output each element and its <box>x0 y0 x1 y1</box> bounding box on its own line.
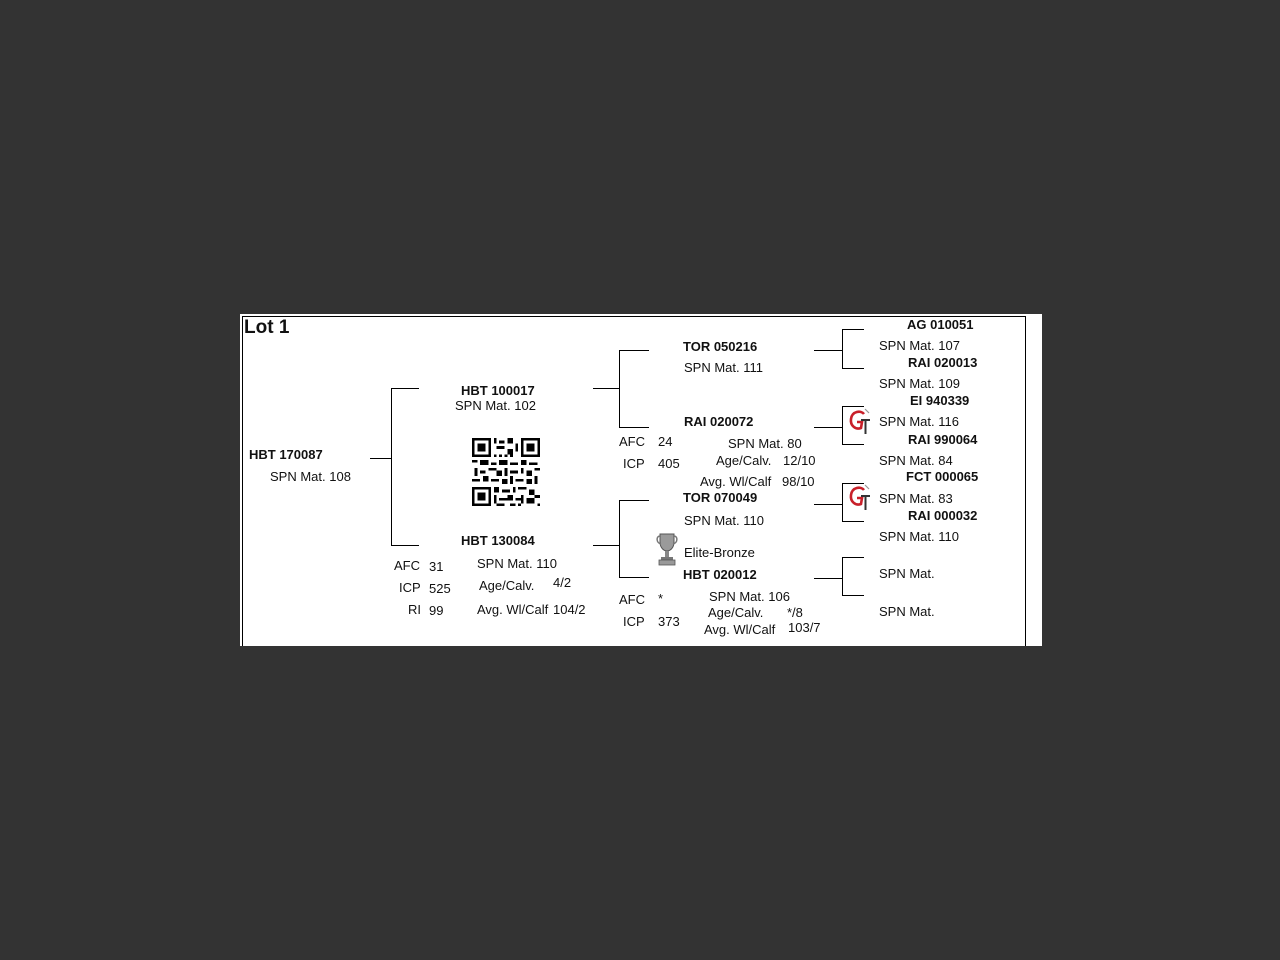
bracket-line <box>842 483 843 522</box>
sire-id: HBT 100017 <box>461 383 535 398</box>
gt-logo <box>847 407 871 435</box>
dam-dam-wl-label: Avg. Wl/Calf <box>704 622 776 637</box>
trophy-icon <box>656 532 678 566</box>
dam-dam-icp-value: 373 <box>658 614 680 629</box>
bracket-line <box>619 500 649 501</box>
bracket-line <box>619 350 620 428</box>
dam-ri-label: RI <box>408 602 421 617</box>
sire-dam-wl-value: 98/10 <box>782 474 815 489</box>
sire-spn: SPN Mat. 102 <box>455 398 536 413</box>
gen3-spn: SPN Mat. 107 <box>879 338 960 353</box>
bracket-line <box>842 406 843 445</box>
dam-dam-id: HBT 020012 <box>683 567 757 582</box>
gen3-spn: SPN Mat. 84 <box>879 453 953 468</box>
bracket-line <box>619 427 649 428</box>
sire-sire-id: TOR 050216 <box>683 339 758 354</box>
dam-wl-value: 104/2 <box>553 602 586 617</box>
qr-code <box>472 438 540 506</box>
bracket-line <box>814 427 843 428</box>
dam-sire-spn: SPN Mat. 110 <box>684 513 764 528</box>
bracket-line <box>842 444 864 445</box>
bracket-line <box>391 388 419 389</box>
gen3-spn: SPN Mat. 116 <box>879 414 959 429</box>
bracket-line <box>842 521 864 522</box>
sire-dam-age-label: Age/Calv. <box>716 453 772 468</box>
bracket-line <box>842 329 843 368</box>
dam-ri-value: 99 <box>429 603 444 618</box>
gen3-id: AG 010051 <box>907 317 974 332</box>
sire-dam-afc-label: AFC <box>619 434 645 449</box>
dam-dam-afc-value: * <box>658 591 664 606</box>
subject-id: HBT 170087 <box>249 447 323 462</box>
dam-id: HBT 130084 <box>461 533 535 548</box>
bracket-line <box>842 557 864 558</box>
dam-dam-age-label: Age/Calv. <box>708 605 764 620</box>
gen3-id: RAI 000032 <box>908 508 978 523</box>
gen3-spn: SPN Mat. 110 <box>879 529 959 544</box>
sire-dam-icp-label: ICP <box>623 456 645 471</box>
bracket-line <box>842 368 864 369</box>
lot-title: Lot 1 <box>244 317 290 338</box>
bracket-line <box>593 388 620 389</box>
dam-afc-value: 31 <box>429 559 444 574</box>
sire-dam-icp-value: 405 <box>658 456 680 471</box>
dam-dam-award: Elite-Bronze <box>684 545 755 560</box>
bracket-line <box>814 504 843 505</box>
gen3-id: EI 940339 <box>910 393 970 408</box>
dam-afc-label: AFC <box>394 558 420 573</box>
gen3-id: FCT 000065 <box>906 469 979 484</box>
bracket-line <box>619 577 649 578</box>
bracket-line <box>814 578 843 579</box>
dam-age-value: 4/2 <box>553 575 572 590</box>
bracket-line <box>842 557 843 596</box>
sire-sire-spn: SPN Mat. 111 <box>684 360 763 375</box>
gen3-id: RAI 020013 <box>908 355 978 370</box>
gen3-id: RAI 990064 <box>908 432 978 447</box>
dam-wl-label: Avg. Wl/Calf <box>477 602 549 617</box>
gen3-spn: SPN Mat. 109 <box>879 376 960 391</box>
dam-age-label: Age/Calv. <box>479 578 535 593</box>
gen3-spn: SPN Mat. 83 <box>879 491 953 506</box>
bracket-line <box>842 595 864 596</box>
dam-dam-icp-label: ICP <box>623 614 645 629</box>
sire-dam-wl-label: Avg. Wl/Calf <box>700 474 772 489</box>
dam-dam-age-value: */8 <box>787 605 803 620</box>
gen3-spn: SPN Mat. <box>879 604 935 619</box>
sire-dam-id: RAI 020072 <box>684 414 754 429</box>
dam-dam-wl-value: 103/7 <box>788 620 821 635</box>
dam-sire-id: TOR 070049 <box>683 490 758 505</box>
dam-icp-label: ICP <box>399 580 421 595</box>
dam-dam-afc-label: AFC <box>619 592 645 607</box>
bracket-line <box>370 458 392 459</box>
bracket-line <box>814 350 843 351</box>
bracket-line <box>842 329 864 330</box>
sire-dam-spn: SPN Mat. 80 <box>728 436 802 451</box>
bracket-line <box>619 350 649 351</box>
bracket-line <box>391 388 392 545</box>
bracket-line <box>391 545 419 546</box>
sire-dam-age-value: 12/10 <box>783 453 816 468</box>
subject-spn: SPN Mat. 108 <box>270 469 351 484</box>
dam-icp-value: 525 <box>429 581 451 596</box>
dam-spn: SPN Mat. 110 <box>477 556 557 571</box>
gen3-spn: SPN Mat. <box>879 566 935 581</box>
dam-dam-spn: SPN Mat. 106 <box>709 589 790 604</box>
pedigree-document <box>240 314 1042 646</box>
bracket-line <box>619 500 620 578</box>
sire-dam-afc-value: 24 <box>658 434 673 449</box>
gt-logo <box>847 483 871 511</box>
bracket-line <box>593 545 620 546</box>
